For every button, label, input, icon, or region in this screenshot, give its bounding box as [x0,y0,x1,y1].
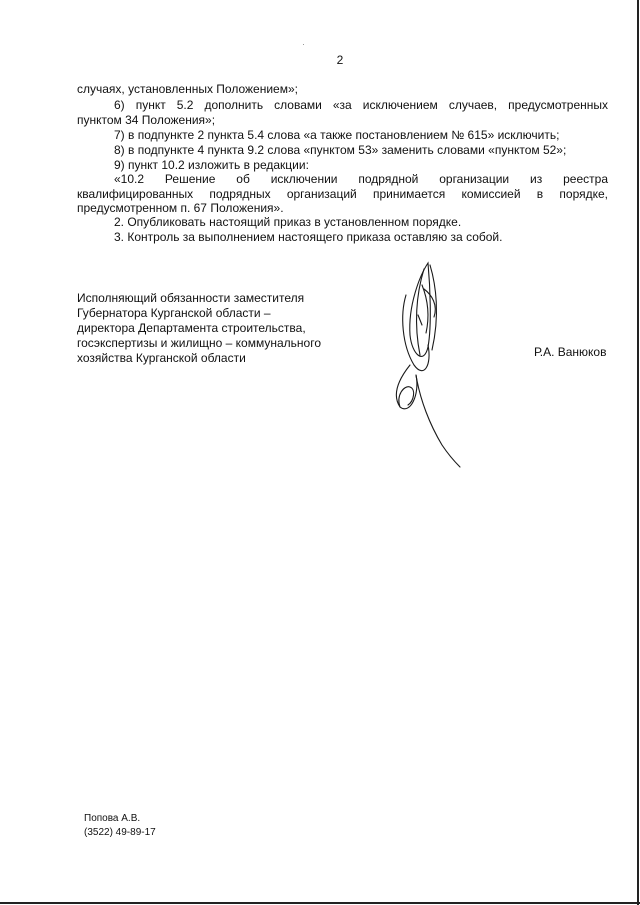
position-line-2: Губернатора Курганской области – [77,306,271,320]
scan-speck [303,44,304,45]
body-line-7: «10.2 Решение об исключении подрядной организации из реестра [114,172,608,186]
signatory-position [77,291,321,366]
body-line-11: 3. Контроль за выполнением настоящего приказа оставляю за собой. [114,230,503,244]
body-line-6: 9) пункт 10.2 изложить в редакции: [114,158,309,172]
position-line-5: хозяйства Курганской области [77,351,246,365]
body-line-8: квалифицированных подрядных организаций принимается комиссией в порядке, [77,187,608,201]
executor-phone: (3522) 49-89-17 [84,827,156,838]
executor-info [84,812,156,840]
body-line-10: 2. Опубликовать настоящий приказ в установленном порядке. [114,215,462,229]
signer-name: Р.А. Ванюков [534,345,607,359]
position-line-1: Исполняющий обязанности заместителя [77,291,305,305]
scan-border-right [637,0,639,905]
body-line-5: 8) в подпункте 4 пункта 9.2 слова «пунктом 53» заменить словами «пунктом 52»; [114,143,567,157]
position-line-3: директора Департамента строительства, [77,321,306,335]
body-line-2: 6) пункт 5.2 дополнить словами «за исключением случаев, предусмотренных [114,98,608,112]
page-number: 2 [336,53,344,67]
body-line-4: 7) в подпункте 2 пункта 5.4 слова «а также постановлением № 615» исключить; [114,128,560,142]
position-line-4: госэкспертизы и жилищно – коммунального [77,336,321,350]
body-line-1: случаях, установленных Положением»; [77,82,298,96]
body-line-9: предусмотренном п. 67 Положения». [77,201,284,215]
executor-name: Попова А.В. [84,813,141,824]
handwritten-signature [380,255,490,470]
body-line-3: пунктом 34 Положения»; [77,113,216,127]
scan-border-bottom [0,902,640,904]
